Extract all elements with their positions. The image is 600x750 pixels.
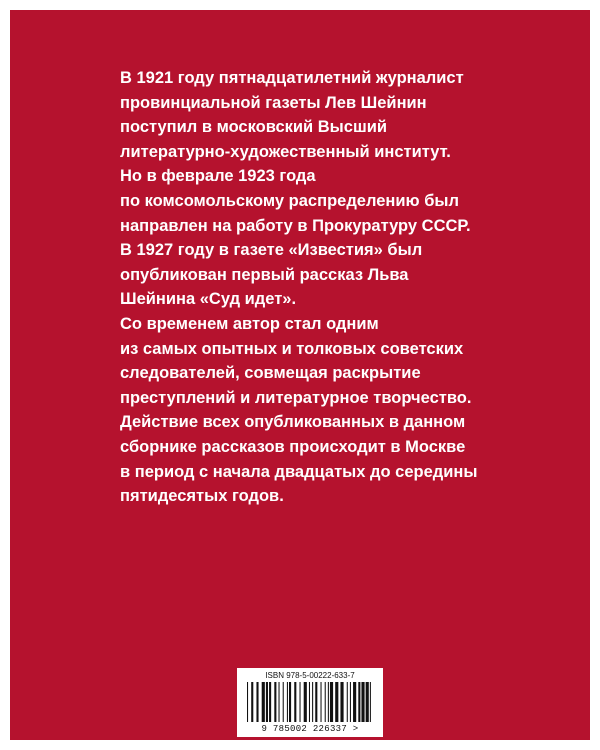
barcode-bar — [312, 682, 313, 722]
barcode-bar — [325, 682, 326, 722]
annotation-line: литературно-художественный институт. — [120, 142, 451, 161]
barcode-bar — [353, 682, 356, 722]
annotation-line: следователей, совмещая раскрытие — [120, 364, 421, 383]
annotation-line: сборнике рассказов происходит в Москве — [120, 437, 466, 456]
barcode-bar — [287, 682, 288, 722]
barcode-bar — [274, 682, 276, 722]
barcode-bar — [315, 682, 317, 722]
annotation-line: Шейнина «Суд идет». — [120, 290, 297, 309]
annotation-line: в период с начала двадцатых до середины — [120, 462, 478, 481]
barcode-bar — [361, 682, 364, 722]
book-back-cover — [10, 10, 590, 740]
barcode-bar — [256, 682, 258, 722]
annotation-text — [120, 66, 510, 509]
annotation-line: Со временем автор стал одним — [120, 314, 379, 333]
barcode-bar — [262, 682, 265, 722]
barcode-bar — [321, 682, 322, 722]
annotation-line: провинциальной газеты Лев Шейнин — [120, 93, 427, 112]
annotation-line: поступил в московский Высший — [120, 118, 387, 137]
ean-number: 9 785002 226337 > — [261, 724, 359, 734]
annotation-line: В 1927 году в газете «Известия» был — [120, 241, 423, 260]
isbn-label: ISBN 978-5-00222-633-7 — [265, 671, 355, 680]
barcode-bar — [366, 682, 369, 722]
annotation-line: В 1921 году пятнадцатилетний журналист — [120, 69, 464, 87]
barcode-bar — [304, 682, 307, 722]
barcode-bar — [269, 682, 271, 722]
annotation-line: Но в феврале 1923 года — [120, 167, 316, 186]
barcode-bar — [309, 682, 310, 722]
barcode-bar — [347, 682, 348, 722]
annotation-line: опубликован первый рассказ Льва — [120, 265, 409, 284]
barcode-bar — [289, 682, 291, 722]
barcode-bar — [279, 682, 280, 722]
barcode-bar — [328, 682, 329, 722]
barcode-bar — [330, 682, 333, 722]
barcode-bar — [247, 682, 248, 722]
annotation-line: преступлений и литературное творчество. — [120, 388, 472, 407]
barcode-bar — [300, 682, 301, 722]
barcode-icon — [247, 682, 373, 722]
barcode-bar — [294, 682, 296, 722]
barcode-bar — [283, 682, 284, 722]
isbn-barcode — [237, 668, 383, 737]
annotation-line: по комсомольскому распределению был — [120, 191, 459, 210]
barcode-bar — [358, 682, 360, 722]
barcode-bar — [251, 682, 253, 722]
barcode-bar — [350, 682, 351, 722]
barcode-bar — [340, 682, 343, 722]
annotation-line: направлен на работу в Прокуратуру СССР. — [120, 216, 471, 235]
barcode-bar — [335, 682, 338, 722]
barcode-bar — [266, 682, 268, 722]
annotation-line: пятидесятых годов. — [120, 487, 284, 506]
annotation-line: Действие всех опубликованных в данном — [120, 413, 466, 432]
barcode-bar — [370, 682, 371, 722]
annotation-line: из самых опытных и толковых советских — [120, 339, 464, 358]
